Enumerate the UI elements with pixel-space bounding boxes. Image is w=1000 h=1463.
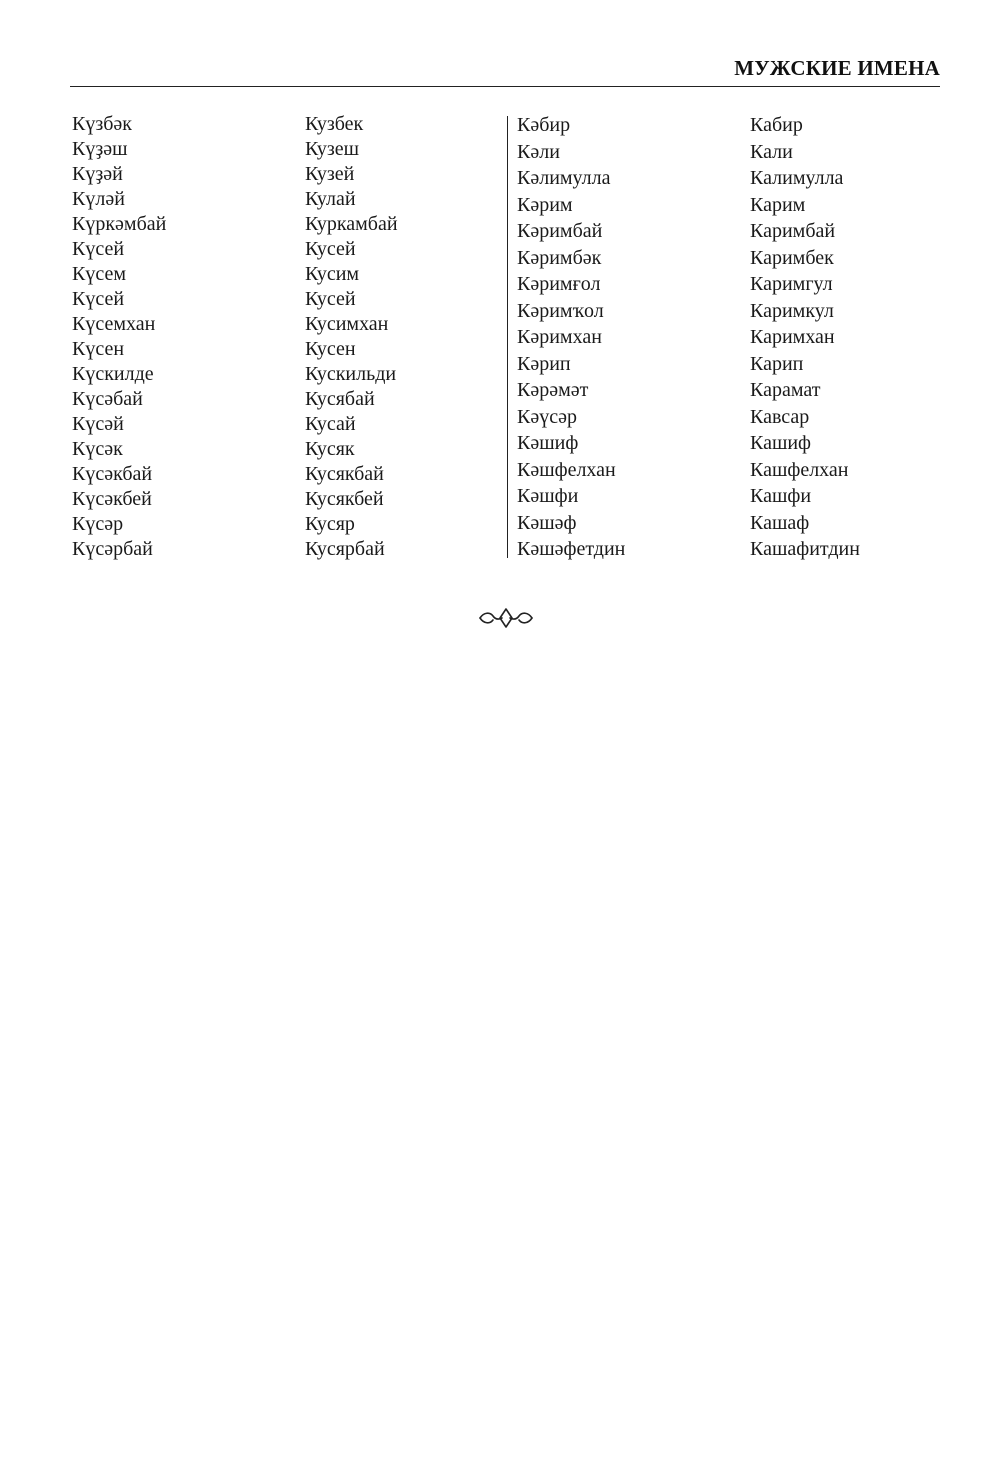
- name-entry: Каримгул: [750, 273, 833, 295]
- name-entry: Кусим: [305, 263, 360, 285]
- name-entry: Күсемхан: [72, 313, 156, 335]
- name-entry: Кусярбай: [305, 538, 385, 560]
- name-entry: Кәримбай: [517, 220, 603, 242]
- name-entry: Карамат: [750, 379, 821, 401]
- name-entry: Күсей: [72, 288, 125, 310]
- name-entry: Кашфи: [750, 485, 812, 507]
- name-entry: Кәшфи: [517, 485, 579, 507]
- name-entry: Кашаф: [750, 511, 810, 534]
- name-entry: Кәшфелхан: [517, 458, 616, 481]
- name-entry: Каримбай: [750, 220, 836, 242]
- name-entry: Кәбир: [517, 114, 571, 136]
- name-entry: Калимулла: [750, 167, 844, 189]
- name-entry: Кәримғол: [517, 273, 601, 295]
- name-entry: Кәрип: [517, 352, 571, 375]
- name-entry: Кузеш: [305, 138, 360, 160]
- name-entry: Кусей: [305, 288, 356, 310]
- name-entry: Кәрим: [517, 193, 573, 216]
- name-entry: Күскилде: [72, 363, 154, 385]
- name-entry: Кали: [750, 140, 793, 163]
- name-entry: Каримкул: [750, 299, 834, 322]
- name-entry: Кулай: [305, 188, 356, 210]
- name-entry: Кәримхан: [517, 326, 602, 348]
- name-entry: Кәшиф: [517, 432, 579, 454]
- name-entry: Күсәбай: [72, 388, 143, 410]
- name-entry: Күсей: [72, 238, 125, 260]
- name-entry: Кусякбай: [305, 463, 384, 485]
- ornament-divider-icon: [478, 606, 534, 630]
- name-entry: Карип: [750, 352, 804, 375]
- name-entry: Күсәр: [72, 513, 124, 535]
- name-entry: Кәүсәр: [517, 405, 577, 428]
- name-entry: Кусимхан: [305, 313, 389, 335]
- russian-names-column-right: [750, 112, 860, 563]
- name-entry: Кусяк: [305, 438, 355, 460]
- name-entry: Кусай: [305, 413, 356, 435]
- name-entry: Кәримбәк: [517, 246, 602, 269]
- name-entry: Кусяр: [305, 513, 355, 535]
- name-entry: Кусякбей: [305, 488, 384, 510]
- name-entry: Карим: [750, 193, 806, 216]
- name-entry: Кавсар: [750, 405, 810, 428]
- name-entry: Күҙәй: [72, 163, 123, 185]
- name-entry: Кусябай: [305, 388, 375, 410]
- name-entry: Кусен: [305, 338, 356, 360]
- name-entry: Күсәк: [72, 438, 123, 460]
- name-entry: Куркамбай: [305, 213, 398, 235]
- name-entry: Күсәй: [72, 413, 124, 435]
- name-entry: Каримхан: [750, 326, 835, 348]
- name-entry: Күсен: [72, 338, 125, 360]
- name-entry: Күзбәк: [72, 113, 133, 135]
- name-entry: Күркәмбай: [72, 213, 167, 235]
- name-entry: Кускильди: [305, 363, 397, 385]
- section-title: МУЖСКИЕ ИМЕНА: [734, 56, 940, 80]
- name-entry: Кәлимулла: [517, 167, 611, 189]
- name-entry: Күҙәш: [72, 138, 128, 160]
- russian-names-column-left: [305, 112, 398, 562]
- name-entry: Каримбек: [750, 246, 834, 269]
- column-divider: [507, 116, 508, 558]
- name-entry: Кәшәфетдин: [517, 538, 626, 560]
- name-entry: Күсем: [72, 263, 126, 285]
- name-entry: Күсәкбей: [72, 488, 152, 510]
- name-entry: Кәримҡол: [517, 299, 604, 322]
- name-entry: Кашафитдин: [750, 538, 860, 560]
- name-entry: Кашфелхан: [750, 458, 849, 481]
- name-entry: Кабир: [750, 114, 803, 136]
- name-entry: Күсәкбай: [72, 463, 153, 485]
- name-entry: Кузбек: [305, 113, 364, 135]
- name-entry: Кузей: [305, 163, 355, 185]
- bashkir-names-column-right: [517, 112, 625, 563]
- name-entry: Кусей: [305, 238, 356, 260]
- name-entry: Кәли: [517, 140, 560, 163]
- name-entry: Күләй: [72, 188, 125, 210]
- name-entry: Күсәрбай: [72, 538, 153, 560]
- name-entry: Кәрәмәт: [517, 379, 589, 401]
- page-header: [70, 54, 940, 87]
- name-entry: Кәшәф: [517, 511, 577, 534]
- name-entry: Кашиф: [750, 432, 812, 454]
- bashkir-names-column-left: [72, 112, 166, 562]
